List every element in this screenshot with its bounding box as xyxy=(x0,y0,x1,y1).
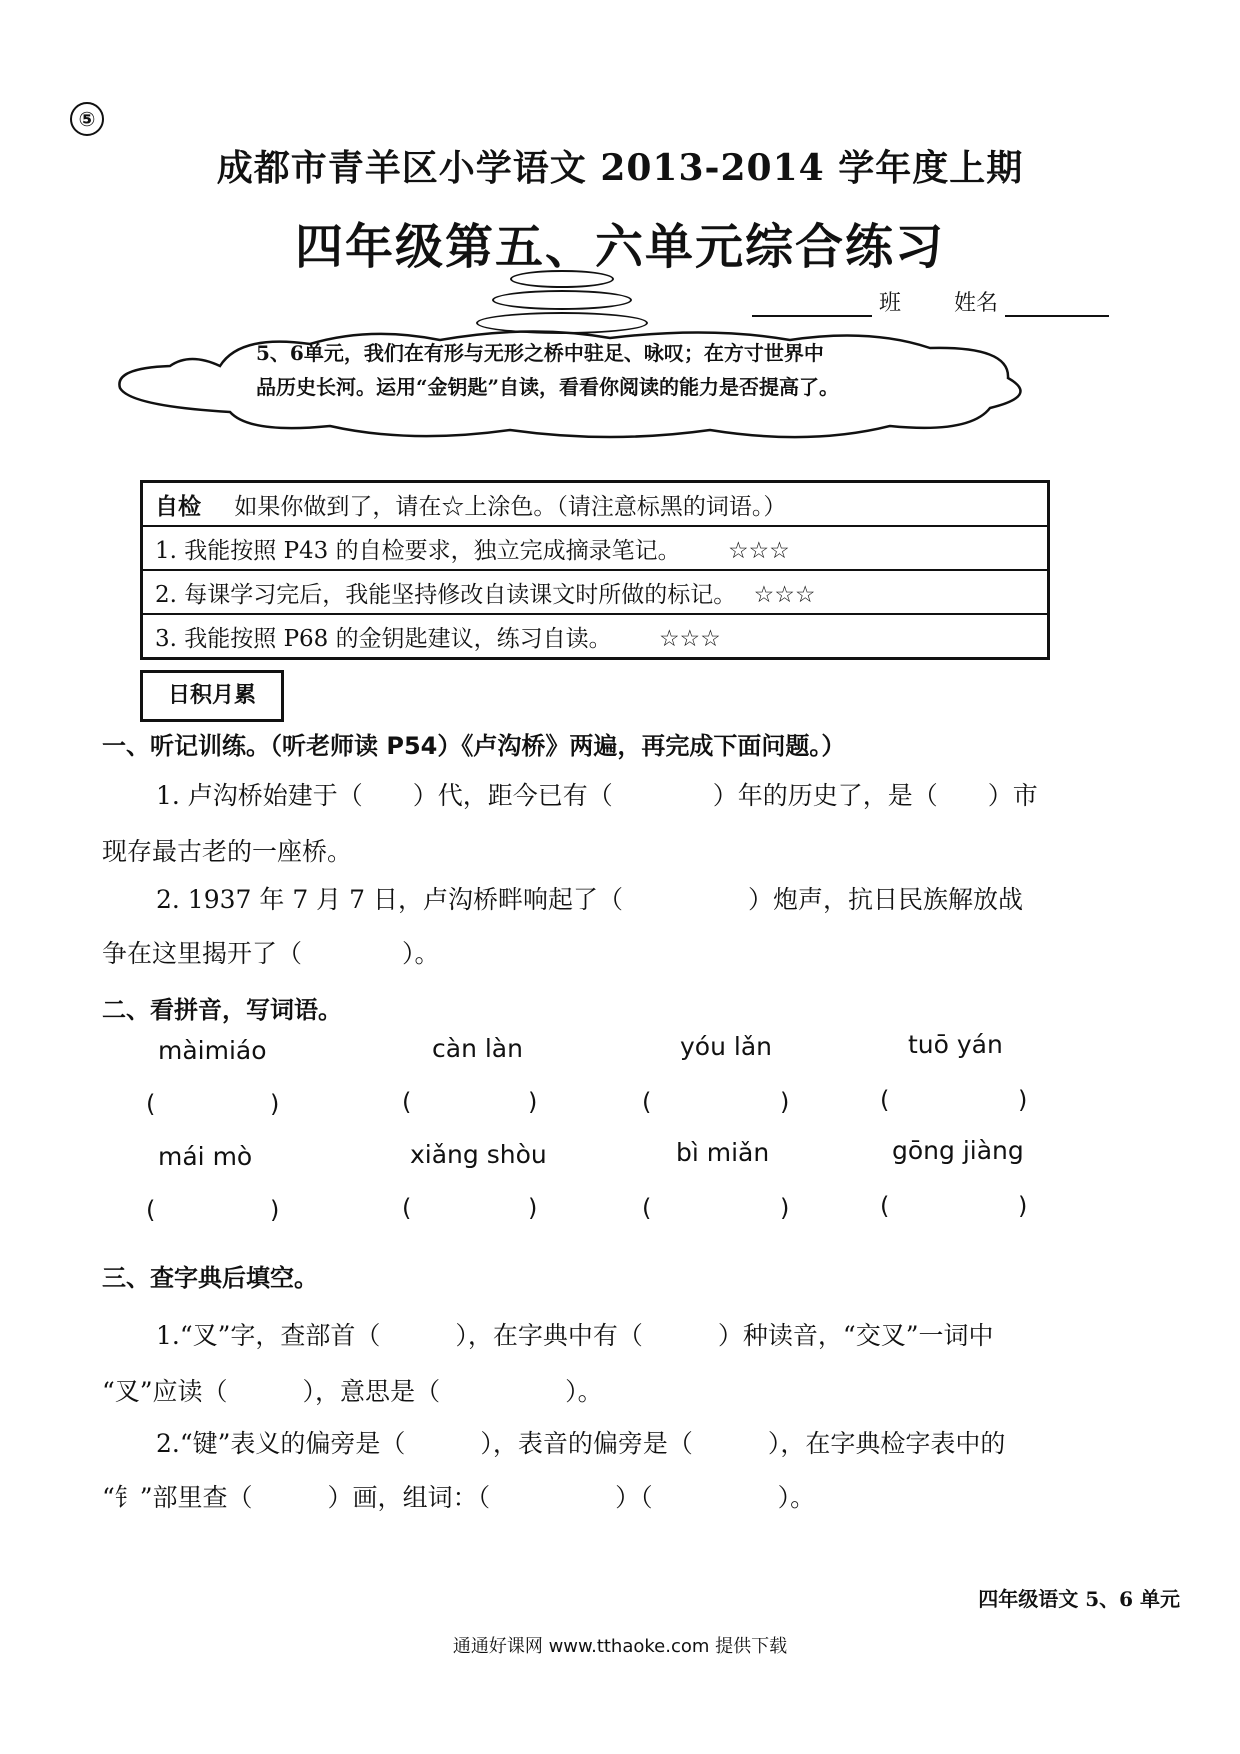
source-footer: 通通好课网 www.tthaoke.com 提供下载 xyxy=(452,1636,788,1657)
answer-paren-close: ) xyxy=(528,1194,538,1222)
class-label: 班 xyxy=(879,291,902,316)
self-check-item xyxy=(142,526,1049,570)
answer-paren-close: ) xyxy=(270,1196,280,1224)
cloud-line-2: 品历史长河。运用“金钥匙”自读，看看你阅读的能力是否提高了。 xyxy=(256,375,840,399)
answer-paren-open: ( xyxy=(642,1194,652,1222)
section3-q2-line2: “钅”部里查（ ）画，组词：（ ）（ ）。 xyxy=(102,1483,816,1512)
self-check-header xyxy=(142,482,1049,527)
section1-title: 一、听记训练。（听老师读 P54）《卢沟桥》两遍，再完成下面问题。） xyxy=(102,732,846,760)
pinyin-item: xiǎng shòu xyxy=(410,1140,547,1169)
section-box-label: 日积月累 xyxy=(140,670,284,722)
self-check-item-text: 3. 我能按照 P68 的金钥匙建议，练习自读。 xyxy=(155,625,612,652)
name-blank[interactable] xyxy=(1005,293,1109,317)
self-check-instruction: 如果你做到了，请在☆上涂色。（请注意标黑的词语。） xyxy=(234,493,787,520)
self-check-label: 自检 xyxy=(155,492,201,520)
self-check-item xyxy=(142,614,1049,659)
answer-paren-close: ) xyxy=(270,1090,280,1118)
answer-paren-close: ) xyxy=(1018,1192,1028,1220)
section1-q2-line2: 争在这里揭开了（ ）。 xyxy=(102,939,440,968)
pinyin-item: bì miǎn xyxy=(676,1138,770,1167)
name-label: 姓名 xyxy=(954,291,999,316)
pinyin-item: yóu lǎn xyxy=(680,1032,772,1061)
pinyin-item: càn làn xyxy=(432,1034,523,1063)
decoration-ellipse-1 xyxy=(510,270,614,288)
class-name-line xyxy=(752,286,1109,317)
section1-q2-line1: 2. 1937 年 7 月 7 日，卢沟桥畔响起了（ ）炮声，抗日民族解放战 xyxy=(156,885,1023,914)
pinyin-item: mái mò xyxy=(158,1142,253,1171)
self-check-item-text: 1. 我能按照 P43 的自检要求，独立完成摘录笔记。 xyxy=(155,537,681,564)
self-check-item xyxy=(142,570,1049,614)
answer-paren-open: ( xyxy=(642,1088,652,1116)
cloud-text xyxy=(256,336,1016,404)
section1-q1-line1: 1. 卢沟桥始建于（ ）代，距今已有（ ）年的历史了，是（ ）市 xyxy=(156,781,1038,810)
title-line1: 成都市青羊区小学语文 2013-2014 学年度上期 xyxy=(216,147,1024,189)
section3-q1-line2: “叉”应读（ ），意思是（ ）。 xyxy=(102,1377,603,1406)
answer-paren-open: ( xyxy=(146,1090,156,1118)
answer-paren-open: ( xyxy=(402,1194,412,1222)
answer-paren-open: ( xyxy=(402,1088,412,1116)
pinyin-item: màimiáo xyxy=(158,1036,267,1065)
self-check-table xyxy=(140,480,1050,660)
answer-paren-open: ( xyxy=(880,1192,890,1220)
star-rating[interactable]: ☆☆☆ xyxy=(753,581,816,608)
star-rating[interactable]: ☆☆☆ xyxy=(727,537,790,564)
pinyin-item: gōng jiàng xyxy=(892,1136,1024,1165)
section3-q1-line1: 1.“叉”字，查部首（ ），在字典中有（ ）种读音，“交叉”一词中 xyxy=(156,1321,994,1350)
answer-paren-close: ) xyxy=(780,1088,790,1116)
self-check-item-text: 2. 每课学习完后，我能坚持修改自读课文时所做的标记。 xyxy=(155,581,737,608)
answer-paren-close: ) xyxy=(528,1088,538,1116)
decoration-ellipse-2 xyxy=(492,290,632,310)
section2-title: 二、看拼音，写词语。 xyxy=(102,996,342,1024)
answer-paren-open: ( xyxy=(880,1086,890,1114)
star-rating[interactable]: ☆☆☆ xyxy=(658,625,721,652)
answer-paren-close: ) xyxy=(780,1194,790,1222)
page-mark: ⑤ xyxy=(70,102,104,136)
title-line2: 四年级第五、六单元综合练习 xyxy=(294,219,945,275)
cloud-line-1: 5、6单元，我们在有形与无形之桥中驻足、咏叹；在方寸世界中 xyxy=(256,341,824,365)
answer-paren-close: ) xyxy=(1018,1086,1028,1114)
class-blank[interactable] xyxy=(752,293,872,317)
answer-paren-open: ( xyxy=(146,1196,156,1224)
pinyin-item: tuō yán xyxy=(908,1030,1003,1059)
section1-q1-line2: 现存最古老的一座桥。 xyxy=(102,837,353,866)
page-footer-label: 四年级语文 5、6 单元 xyxy=(978,1587,1180,1611)
section3-title: 三、查字典后填空。 xyxy=(102,1264,318,1292)
section3-q2-line1: 2.“键”表义的偏旁是（ ），表音的偏旁是（ ），在字典检字表中的 xyxy=(156,1429,1006,1458)
